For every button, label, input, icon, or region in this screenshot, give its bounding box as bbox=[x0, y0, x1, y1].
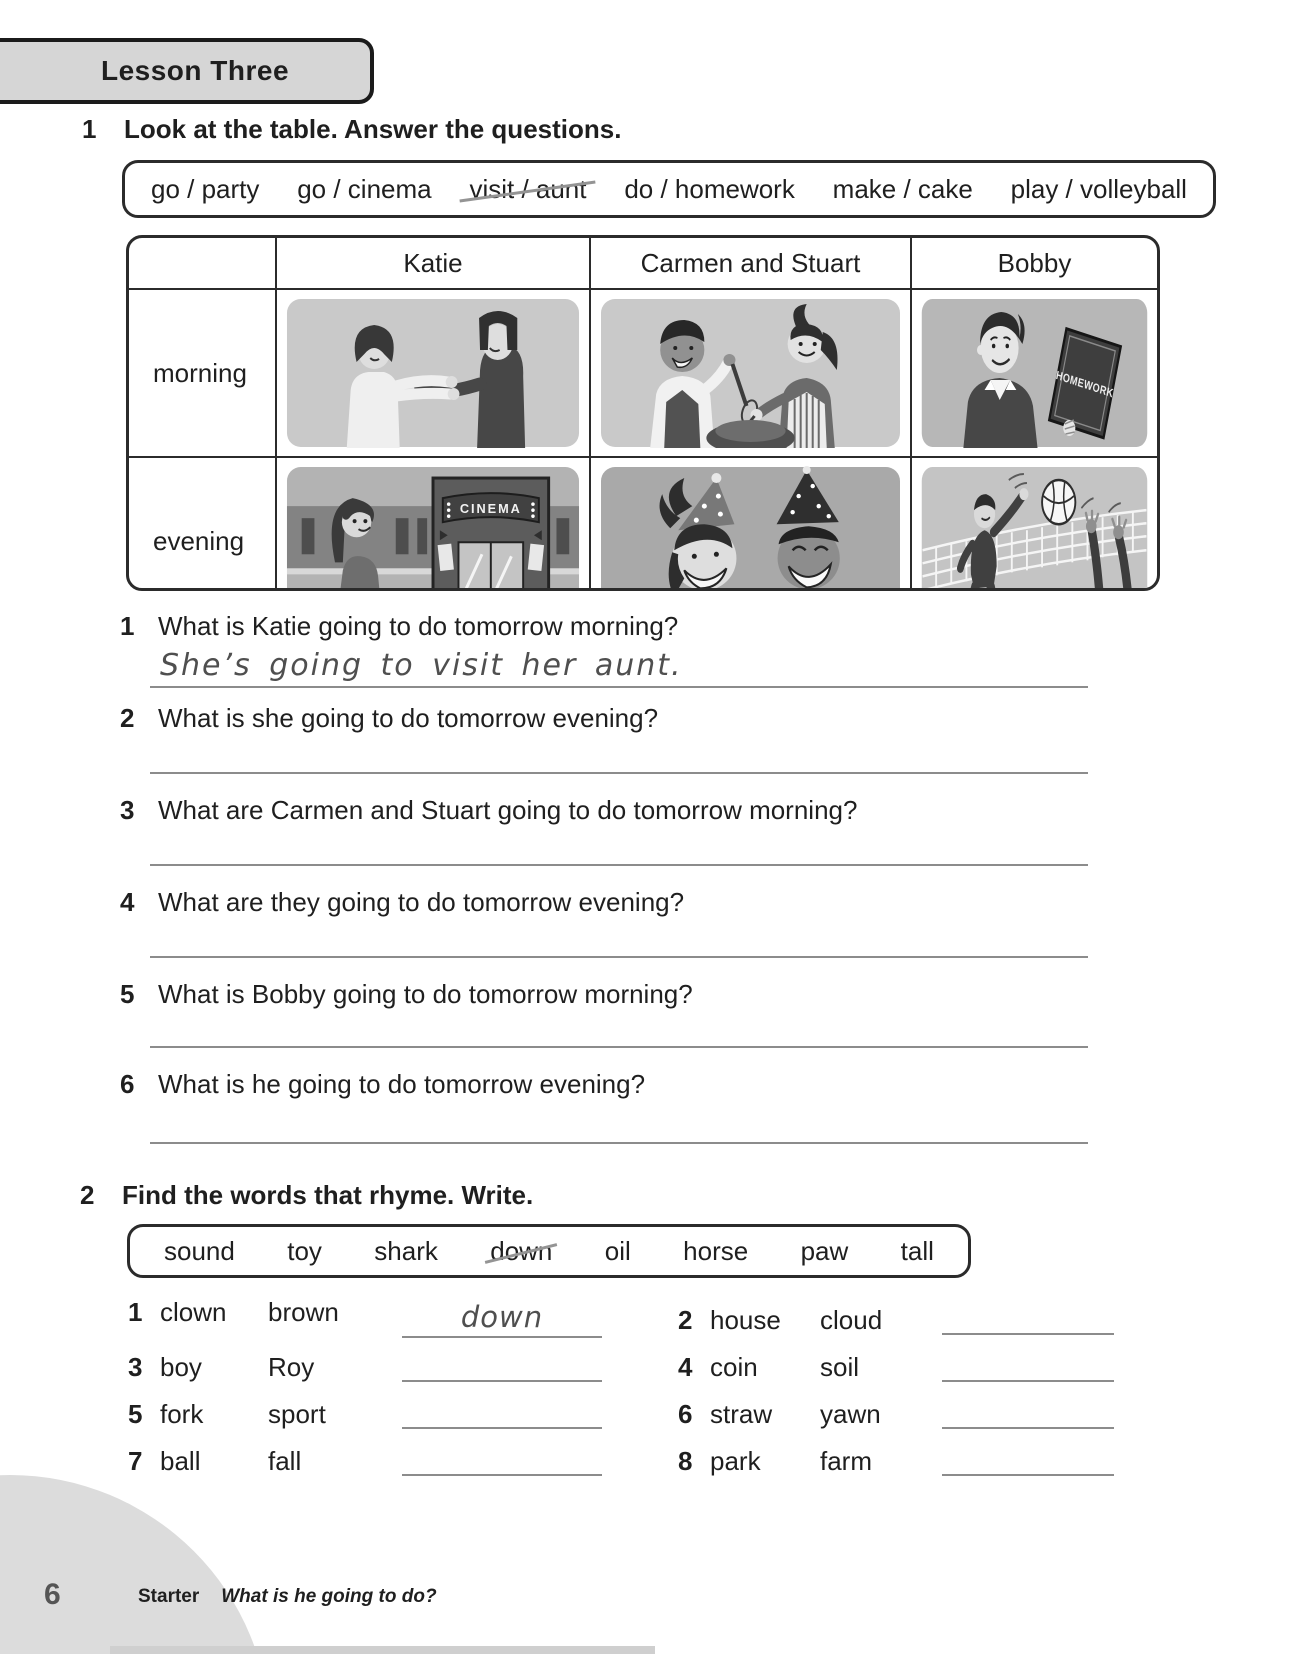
item-number: 3 bbox=[128, 1352, 143, 1382]
word-bank-item: go / party bbox=[151, 173, 260, 204]
word-bank-item: tall bbox=[900, 1235, 934, 1266]
picture-katie-visit-aunt-illustration bbox=[286, 298, 580, 448]
item-word: cloud bbox=[820, 1305, 883, 1335]
rhyme-item-3 bbox=[128, 1344, 602, 1383]
table-header-katie: Katie bbox=[277, 238, 591, 290]
rhyme-item-6 bbox=[678, 1391, 1114, 1430]
lesson-badge bbox=[0, 38, 374, 104]
table-cell bbox=[591, 290, 912, 458]
footer-course-label: Starter bbox=[138, 1586, 200, 1607]
question-text: What is Katie going to do tomorrow morning? bbox=[158, 611, 679, 641]
item-word: coin bbox=[710, 1352, 758, 1382]
question-number: 2 bbox=[120, 703, 135, 733]
question-text: What is Bobby going to do tomorrow morning? bbox=[158, 979, 693, 1009]
page-number: 6 bbox=[44, 1578, 61, 1611]
item-number: 1 bbox=[128, 1297, 143, 1327]
question-5 bbox=[120, 978, 693, 1010]
answer-line-5[interactable] bbox=[150, 1046, 1088, 1048]
picture-katie-cinema-illustration bbox=[286, 466, 580, 591]
table-cell bbox=[591, 458, 912, 591]
item-number: 8 bbox=[678, 1446, 693, 1476]
exercise1-heading bbox=[82, 114, 621, 145]
question-text: What are they going to do tomorrow evening? bbox=[158, 887, 685, 917]
picture-carmen-stuart-make-cake-illustration bbox=[600, 298, 901, 448]
footer-lesson-title: What is he going to do? bbox=[221, 1586, 437, 1607]
cinema-sign-label: CINEMA bbox=[459, 501, 522, 517]
rhyme-answer-line-6[interactable] bbox=[942, 1397, 1114, 1429]
question-number: 3 bbox=[120, 795, 135, 825]
item-number: 5 bbox=[128, 1399, 143, 1429]
picture-carmen-stuart-party-illustration bbox=[600, 466, 901, 591]
word-bank-item: do / homework bbox=[624, 173, 795, 204]
table-header-carmen-stuart: Carmen and Stuart bbox=[591, 238, 912, 290]
word-bank-item: shark bbox=[374, 1235, 438, 1266]
item-word: house bbox=[710, 1305, 781, 1335]
word-bank-item-crossed: visit / aunt bbox=[469, 173, 587, 204]
handwritten-answer-1: She’s going to visit her aunt. bbox=[160, 648, 683, 683]
exercise1-number: 1 bbox=[82, 114, 97, 144]
item-word: ball bbox=[160, 1446, 201, 1476]
exercise1-word-bank bbox=[122, 160, 1216, 218]
schedule-table bbox=[126, 235, 1160, 591]
question-text: What is she going to do tomorrow evening? bbox=[158, 703, 659, 733]
rhyme-answer-line-3[interactable] bbox=[402, 1350, 602, 1382]
lesson-badge-label: Lesson Three bbox=[100, 55, 290, 86]
table-cell bbox=[912, 290, 1157, 458]
rhyme-answer-line-2[interactable] bbox=[942, 1303, 1114, 1335]
footer-circle-decoration bbox=[0, 1475, 270, 1654]
rhyme-answer-line-7[interactable] bbox=[402, 1444, 602, 1476]
question-6 bbox=[120, 1068, 645, 1100]
word-bank-item: make / cake bbox=[832, 173, 973, 204]
rhyme-item-8 bbox=[678, 1438, 1114, 1477]
word-bank-item: play / volleyball bbox=[1010, 173, 1187, 204]
exercise2-heading bbox=[80, 1180, 533, 1211]
footer-text bbox=[138, 1586, 437, 1608]
rhyme-answer-line-1[interactable] bbox=[402, 1300, 602, 1338]
question-text: What are Carmen and Stuart going to do tomorrow morning? bbox=[158, 795, 858, 825]
answer-line-4[interactable] bbox=[150, 956, 1088, 958]
item-word: brown bbox=[268, 1297, 339, 1327]
item-word: straw bbox=[710, 1399, 773, 1429]
question-4 bbox=[120, 886, 684, 918]
word-bank-item: go / cinema bbox=[297, 173, 432, 204]
item-word: clown bbox=[160, 1297, 227, 1327]
exercise2-title: Find the words that rhyme. Write. bbox=[122, 1180, 534, 1210]
page-edge-decoration bbox=[110, 1646, 655, 1654]
word-bank-item: oil bbox=[604, 1235, 631, 1266]
answer-line-3[interactable] bbox=[150, 864, 1088, 866]
word-bank-item: paw bbox=[800, 1235, 849, 1266]
word-bank-item: horse bbox=[683, 1235, 749, 1266]
handwritten-rhyme-answer: down bbox=[460, 1300, 544, 1334]
question-number: 1 bbox=[120, 611, 135, 641]
picture-bobby-volleyball-illustration bbox=[921, 466, 1148, 591]
table-header-bobby: Bobby bbox=[912, 238, 1157, 290]
answer-line-1[interactable] bbox=[150, 686, 1088, 688]
question-3 bbox=[120, 794, 857, 826]
answer-line-6[interactable] bbox=[150, 1142, 1088, 1144]
word-bank-item: sound bbox=[164, 1235, 235, 1266]
exercise1-title: Look at the table. Answer the questions. bbox=[124, 114, 622, 144]
question-number: 4 bbox=[120, 887, 135, 917]
rhyme-answer-line-5[interactable] bbox=[402, 1397, 602, 1429]
item-word: Roy bbox=[268, 1352, 315, 1382]
rhyme-item-4 bbox=[678, 1344, 1114, 1383]
table-row-label-evening: evening bbox=[129, 458, 277, 591]
rhyme-item-7 bbox=[128, 1438, 602, 1477]
question-number: 5 bbox=[120, 979, 135, 1009]
answer-line-2[interactable] bbox=[150, 772, 1088, 774]
table-corner-cell bbox=[129, 238, 277, 290]
item-word: park bbox=[710, 1446, 761, 1476]
question-1 bbox=[120, 610, 678, 642]
item-number: 7 bbox=[128, 1446, 143, 1476]
table-cell bbox=[912, 458, 1157, 591]
item-word: farm bbox=[820, 1446, 872, 1476]
question-2 bbox=[120, 702, 658, 734]
item-number: 6 bbox=[678, 1399, 693, 1429]
table-row-label-morning: morning bbox=[129, 290, 277, 458]
item-word: boy bbox=[160, 1352, 202, 1382]
item-word: yawn bbox=[820, 1399, 881, 1429]
question-number: 6 bbox=[120, 1069, 135, 1099]
item-word: sport bbox=[268, 1399, 326, 1429]
item-word: fall bbox=[268, 1446, 302, 1476]
exercise2-word-bank bbox=[127, 1224, 971, 1278]
item-word: fork bbox=[160, 1399, 204, 1429]
homework-book-label: HOMEWORK bbox=[1054, 368, 1115, 401]
item-number: 2 bbox=[678, 1305, 693, 1335]
rhyme-answer-line-4[interactable] bbox=[942, 1350, 1114, 1382]
picture-bobby-homework-illustration bbox=[921, 298, 1148, 448]
question-text: What is he going to do tomorrow evening? bbox=[158, 1069, 646, 1099]
table-cell bbox=[277, 290, 591, 458]
table-cell bbox=[277, 458, 591, 591]
exercise2-number: 2 bbox=[80, 1180, 95, 1210]
word-bank-item: toy bbox=[287, 1235, 322, 1266]
rhyme-item-1 bbox=[128, 1297, 602, 1332]
rhyme-item-5 bbox=[128, 1391, 602, 1430]
item-number: 4 bbox=[678, 1352, 693, 1382]
rhyme-item-2 bbox=[678, 1297, 1114, 1336]
rhyme-answer-line-8[interactable] bbox=[942, 1444, 1114, 1476]
item-word: soil bbox=[820, 1352, 860, 1382]
word-bank-item-crossed: down bbox=[490, 1235, 553, 1266]
